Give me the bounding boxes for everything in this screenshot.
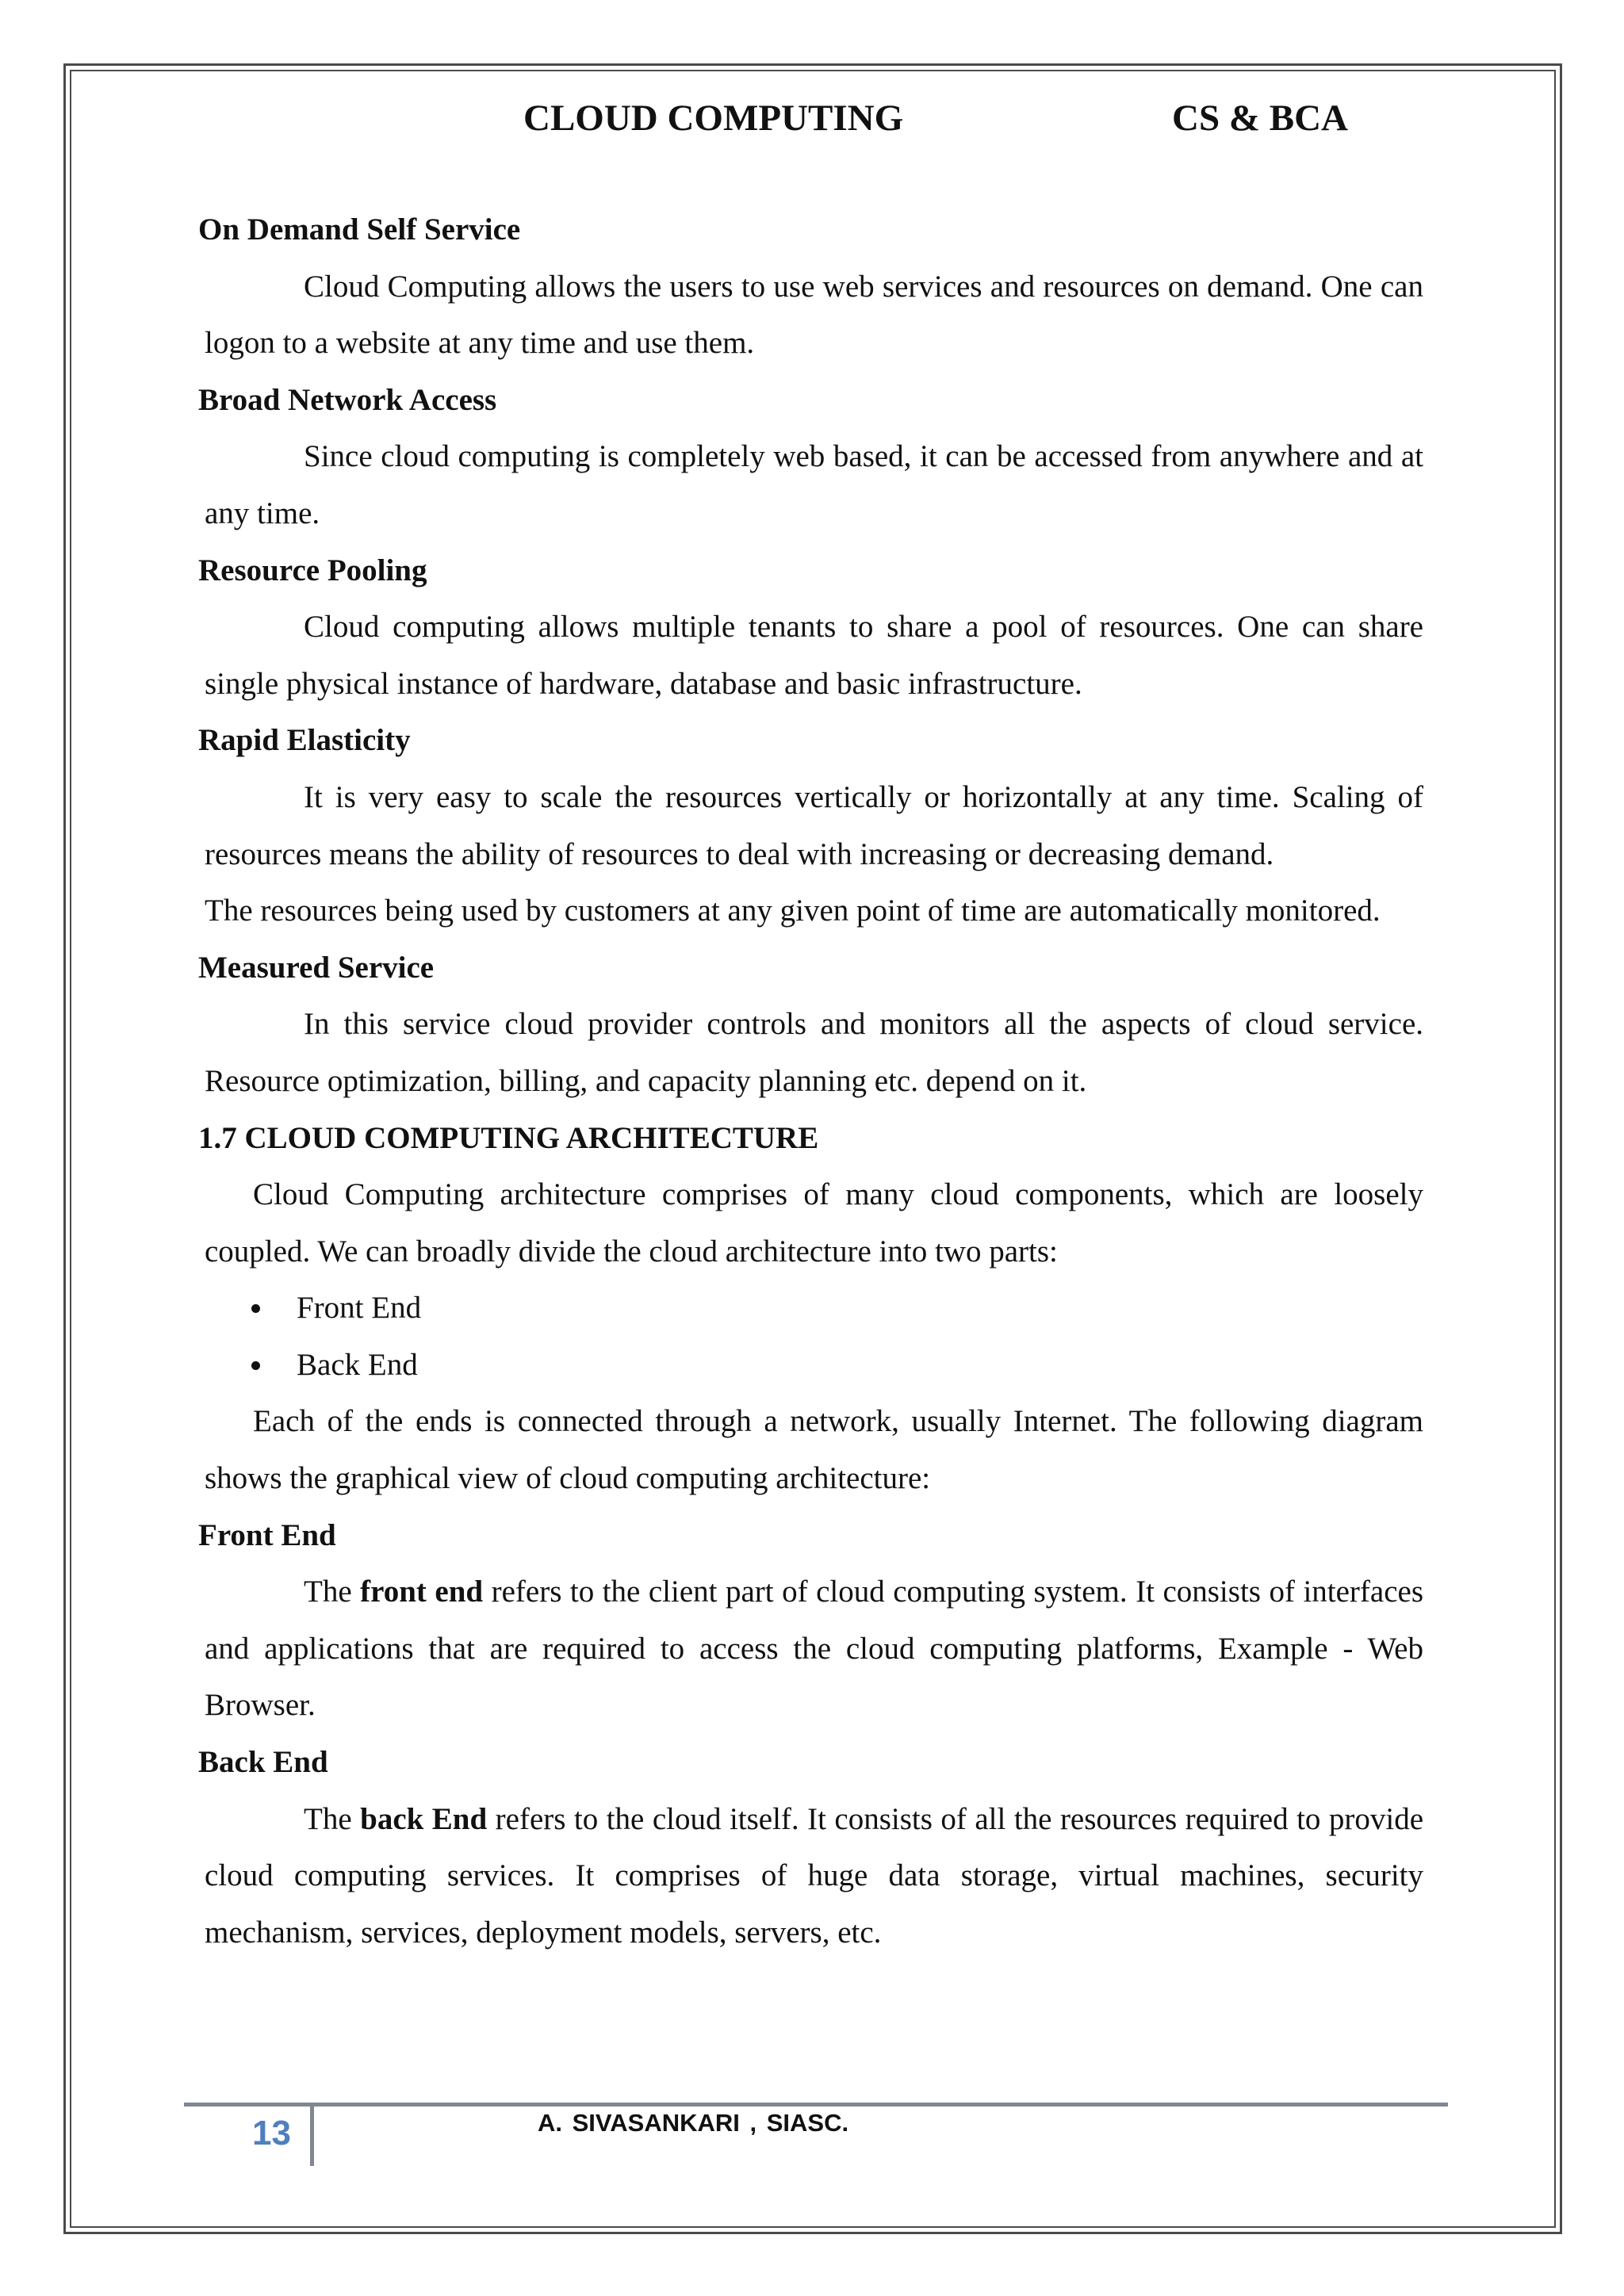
heading-rapid-elasticity: Rapid Elasticity	[198, 723, 411, 758]
bullet-icon	[251, 1304, 260, 1313]
paragraph-architecture-outro-text: Each of the ends is connected through a network, usually Internet. The following diagram shows the graphical view of cloud computing architecture:	[205, 1404, 1423, 1496]
back-end-lead: The	[304, 1801, 352, 1836]
heading-on-demand: On Demand Self Service	[198, 212, 521, 247]
paragraph-rapid-elasticity-2: The resources being used by customers at any given point of time are automatically monitored.	[205, 894, 1381, 928]
heading-resource-pooling: Resource Pooling	[198, 553, 427, 587]
paragraph-rapid-elasticity	[205, 769, 1423, 882]
paragraph-broad-network-text: Since cloud computing is completely web based, it can be accessed from anywhere and at any time.	[205, 439, 1423, 530]
list-item	[198, 1280, 1423, 1337]
back-end-text: refers to the cloud itself. It consists of all the resources required to provide cloud computing services. It comprises of huge data storage, virtual machines, security mechanism, services, deployment models, servers, etc.	[205, 1801, 1424, 1950]
footer-divider	[310, 2106, 314, 2166]
header-title: CLOUD COMPUTING	[523, 98, 904, 139]
footer-rule	[184, 2103, 1448, 2107]
paragraph-front-end	[205, 1563, 1423, 1734]
list-item	[198, 1337, 1423, 1394]
paragraph-broad-network	[205, 428, 1423, 541]
paragraph-on-demand-text: Cloud Computing allows the users to use web services and resources on demand. One can logon to a website at any time and use them.	[205, 269, 1423, 361]
page-number: 13	[252, 2114, 291, 2152]
header-course: CS & BCA	[1172, 98, 1348, 139]
paragraph-resource-pooling-text: Cloud computing allows multiple tenants to share a pool of resources. One can share single physical instance of hardware, database and basic infrastructure.	[205, 610, 1423, 701]
paragraph-architecture-outro	[205, 1393, 1423, 1506]
paragraph-architecture-intro-text: Cloud Computing architecture comprises of many cloud components, which are loosely coupled. We can broadly divide the cloud architecture into two parts:	[205, 1177, 1423, 1269]
heading-back-end: Back End	[198, 1745, 328, 1780]
list-item-label: Front End	[297, 1291, 422, 1326]
list-item-label: Back End	[297, 1347, 418, 1382]
footer-author: A. SIVASANKARI , SIASC.	[538, 2109, 849, 2137]
back-end-term: back End	[360, 1801, 488, 1836]
paragraph-architecture-intro	[205, 1166, 1423, 1280]
heading-broad-network: Broad Network Access	[198, 382, 497, 417]
paragraph-measured-service-text: In this service cloud provider controls and monitors all the aspects of cloud service. Resource optimization, billing, and capacity planning etc. depend on it.	[205, 1007, 1423, 1098]
heading-front-end: Front End	[198, 1517, 336, 1552]
bullet-icon	[251, 1361, 260, 1370]
page-header	[0, 97, 1624, 144]
front-end-text: refers to the client part of cloud computing system. It consists of interfaces and applications that are required to access the cloud computing platforms, Example - Web Browser.	[205, 1575, 1424, 1723]
front-end-term: front end	[360, 1575, 484, 1609]
paragraph-back-end	[205, 1791, 1423, 1961]
paragraph-on-demand	[205, 258, 1423, 372]
heading-measured-service: Measured Service	[198, 950, 435, 985]
front-end-lead: The	[304, 1575, 352, 1609]
heading-architecture: 1.7 CLOUD COMPUTING ARCHITECTURE	[198, 1120, 819, 1155]
paragraph-resource-pooling	[205, 599, 1423, 712]
paragraph-measured-service	[205, 996, 1423, 1109]
architecture-parts-list	[198, 1280, 1423, 1393]
paragraph-rapid-elasticity-text: It is very easy to scale the resources vertically or horizontally at any time. Scaling of resources means the ability of resources to deal with increasing or decreasing demand.	[205, 779, 1423, 871]
page-content	[198, 201, 1423, 1961]
